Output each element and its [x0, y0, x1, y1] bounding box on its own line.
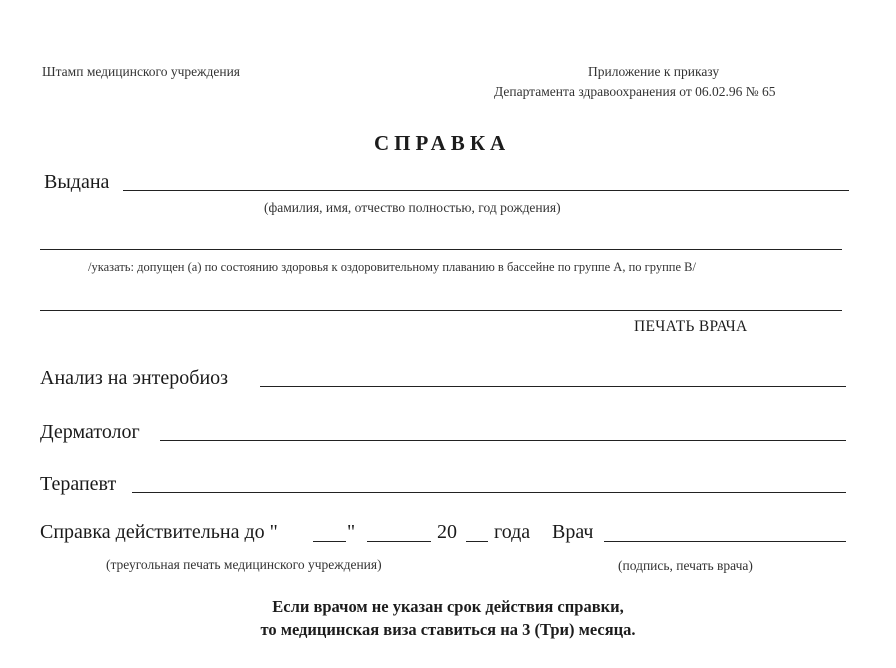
signature-hint: (подпись, печать врача): [618, 558, 753, 573]
enterobiosis-line[interactable]: [260, 386, 846, 387]
stamp-label: Штамп медицинского учреждения: [42, 64, 241, 79]
blank-line-1[interactable]: [40, 249, 842, 250]
validity-doctor-label: Врач: [552, 521, 594, 543]
validity-quote-close: ": [347, 521, 356, 543]
admission-hint: /указать: допущен (а) по состоянию здоровья к оздоровительному плаванию в бассейне по группе А, по группе В/: [88, 260, 696, 274]
validity-month-line[interactable]: [367, 541, 431, 542]
appendix-line-1: Приложение к приказу: [588, 64, 720, 79]
validity-prefix: Справка действительна до ": [40, 521, 278, 543]
doctor-signature-line[interactable]: [604, 541, 846, 542]
validity-day-line[interactable]: [313, 541, 346, 542]
footer-line-1: Если врачом не указан срок действия справки,: [272, 597, 624, 616]
validity-year-prefix: 20: [437, 521, 457, 543]
blank-line-2[interactable]: [40, 310, 842, 311]
dermatologist-label: Дерматолог: [40, 421, 140, 443]
issued-line[interactable]: [123, 190, 849, 191]
appendix-line-2: Департамента здравоохранения от 06.02.96 № 65: [494, 84, 776, 99]
dermatologist-line[interactable]: [160, 440, 846, 441]
enterobiosis-label: Анализ на энтеробиоз: [40, 367, 229, 389]
footer-line-2: то медицинская виза ставиться на 3 (Три) месяца.: [260, 620, 636, 639]
document-title: СПРАВКА: [374, 131, 511, 155]
validity-year-suffix: года: [494, 521, 531, 543]
therapist-line[interactable]: [132, 492, 846, 493]
therapist-label: Терапевт: [40, 473, 117, 495]
doctor-stamp-label: ПЕЧАТЬ ВРАЧА: [634, 318, 748, 335]
validity-year-line[interactable]: [466, 541, 488, 542]
triangle-stamp-hint: (треугольная печать медицинского учреждения): [106, 557, 382, 572]
issued-label: Выдана: [44, 171, 110, 193]
issued-hint: (фамилия, имя, отчество полностью, год рождения): [264, 200, 561, 215]
